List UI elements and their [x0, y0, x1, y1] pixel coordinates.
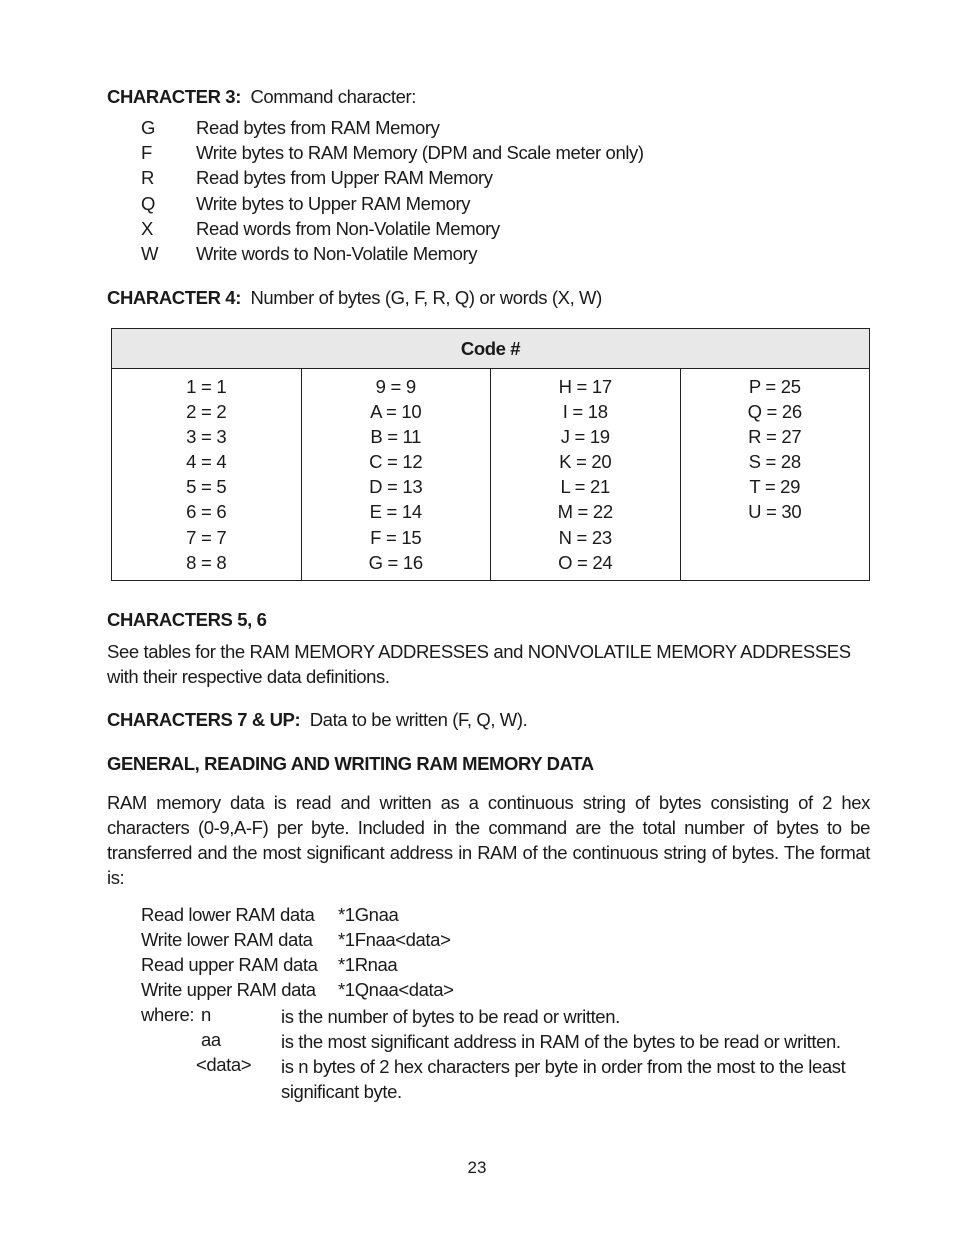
command-description: Write bytes to Upper RAM Memory — [196, 193, 471, 214]
char56-paragraph: See tables for the RAM MEMORY ADDRESSES and NONVOLATILE MEMORY ADDRESSES with their respective data definitions. — [107, 641, 851, 687]
command-letter: W — [141, 243, 159, 264]
code-table — [111, 328, 870, 581]
command-description: Read words from Non-Volatile Memory — [196, 218, 500, 239]
code-cell: M = 22 — [557, 501, 613, 523]
char4-heading: CHARACTER 4: — [107, 287, 241, 308]
format-code: *1Gnaa — [338, 904, 399, 925]
code-cell: H = 17 — [558, 376, 612, 397]
where-definition: is n bytes of 2 hex characters per byte in order from the most to the least significant byte. — [281, 1056, 846, 1102]
command-description: Read bytes from Upper RAM Memory — [196, 167, 493, 188]
format-code: *1Qnaa<data> — [338, 979, 454, 1000]
command-description: Read bytes from RAM Memory — [196, 117, 440, 138]
format-label: Read lower RAM data — [141, 904, 315, 925]
where-term: <data> — [196, 1054, 252, 1075]
command-letter: G — [141, 117, 156, 138]
format-label: Write lower RAM data — [141, 929, 313, 950]
char3-text: Command character: — [250, 86, 416, 107]
code-cell: F = 15 — [370, 526, 422, 548]
code-column — [112, 369, 302, 581]
command-description: Write bytes to RAM Memory (DPM and Scale meter only) — [196, 142, 644, 163]
code-cell: L = 21 — [560, 476, 610, 498]
code-cell: G = 16 — [368, 551, 423, 573]
general-heading: GENERAL, READING AND WRITING RAM MEMORY DATA — [107, 753, 594, 774]
command-description: Write words to Non-Volatile Memory — [196, 243, 478, 264]
command-letter: X — [141, 218, 154, 239]
code-column — [681, 369, 870, 581]
code-cell: C = 12 — [369, 451, 423, 473]
code-cell: U = 30 — [748, 501, 802, 523]
code-cell: 6 = 6 — [186, 501, 227, 523]
code-cell: 5 = 5 — [186, 476, 227, 498]
code-cell: 2 = 2 — [186, 401, 227, 423]
char56-heading: CHARACTERS 5, 6 — [107, 609, 267, 630]
char7-line — [107, 709, 527, 731]
format-label: Read upper RAM data — [141, 954, 318, 975]
code-cell: B = 11 — [370, 426, 422, 448]
code-cell: J = 19 — [560, 426, 610, 448]
code-column — [302, 369, 492, 581]
format-label: Write upper RAM data — [141, 979, 316, 1000]
code-table-header: Code # — [112, 329, 869, 369]
command-letter: R — [141, 167, 155, 188]
code-cell: K = 20 — [559, 451, 612, 473]
format-code: *1Fnaa<data> — [338, 929, 451, 950]
command-letter: Q — [141, 193, 156, 214]
code-cell: P = 25 — [748, 376, 801, 397]
code-cell: 1 = 1 — [186, 376, 227, 397]
format-code: *1Rnaa — [338, 954, 398, 975]
code-cell: A = 10 — [370, 401, 422, 423]
char7-text: Data to be written (F, Q, W). — [309, 709, 528, 730]
code-cell: 9 = 9 — [375, 376, 416, 397]
command-letter: F — [141, 142, 153, 163]
code-cell: 8 = 8 — [186, 551, 227, 573]
code-cell: S = 28 — [748, 451, 801, 473]
code-cell: E = 14 — [369, 501, 422, 523]
char7-heading: CHARACTERS 7 & UP: — [107, 709, 301, 730]
where-definition: is the most significant address in RAM of the bytes to be read or written. — [281, 1031, 841, 1052]
code-cell: T = 29 — [749, 476, 801, 498]
general-paragraph: RAM memory data is read and written as a continuous string of bytes consisting of 2 hex characters (0-9,A-F) per byte. Included in the command are the total number of bytes to be transferred and the most significant address in RAM of the continuous string of bytes. The format is: — [107, 792, 870, 888]
code-cell: 3 = 3 — [186, 426, 227, 448]
code-cell: 7 = 7 — [186, 526, 227, 548]
code-cell: D = 13 — [369, 476, 423, 498]
where-definition: is the number of bytes to be read or written. — [281, 1006, 620, 1027]
char3-heading: CHARACTER 3: — [107, 86, 241, 107]
where-term: n — [201, 1004, 211, 1025]
page-number: 23 — [467, 1158, 487, 1177]
where-term: aa — [201, 1029, 221, 1050]
code-cell: R = 27 — [748, 426, 802, 448]
code-cell: 4 = 4 — [186, 451, 227, 473]
code-column — [491, 369, 681, 581]
char4-text: Number of bytes (G, F, R, Q) or words (X, W) — [250, 287, 602, 308]
code-cell: Q = 26 — [747, 401, 802, 423]
char3-line — [107, 86, 416, 108]
char4-line — [107, 287, 602, 309]
code-table-body — [112, 369, 869, 581]
code-cell: I = 18 — [562, 401, 608, 423]
code-cell: O = 24 — [558, 551, 613, 573]
where-prefix: where: — [141, 1004, 195, 1025]
code-cell: N = 23 — [558, 526, 612, 548]
